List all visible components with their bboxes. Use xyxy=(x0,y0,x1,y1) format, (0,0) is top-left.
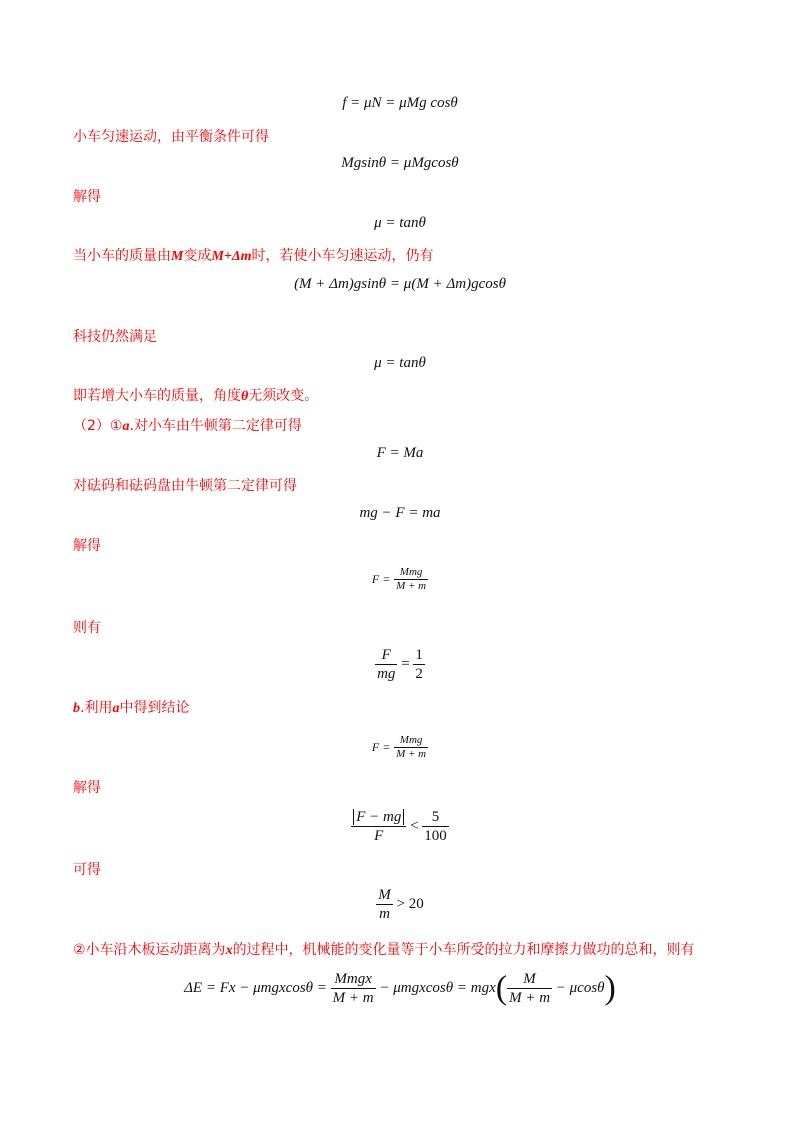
text-part-2a: （2）①a.对小车由牛顿第二定律可得 xyxy=(73,418,302,434)
equation-newton-weights: mg − F = ma xyxy=(359,505,441,521)
equation-tension-1: F = Mmg M + m xyxy=(371,566,427,592)
text-part-2-mechanical-energy: ②小车沿木板运动距离为x的过程中，机械能的变化量等于小车所受的拉力和摩擦力做功的总和，则有 xyxy=(73,942,695,958)
fraction-five-over-hundred: $\frac{5}{100}$ xyxy=(424,809,447,844)
text-still-satisfy: 科技仍然满足 xyxy=(73,329,157,345)
text-then-have: 则有 xyxy=(73,620,101,636)
text-solve-2: 解得 xyxy=(73,538,101,554)
fraction-abs-error-over-f: $\frac{F - mg}{F}$ xyxy=(351,808,406,845)
equation-mass-change: (M + Δm)gsinθ = μ(M + Δm)gcosθ xyxy=(294,276,506,292)
equation-mu-tan-2: μ = tanθ xyxy=(374,355,426,371)
fraction-f-over-mg: $\frac{F}{mg}$ xyxy=(377,647,396,682)
equation-tension-2: F = Mmg M + m xyxy=(371,734,427,760)
fraction-mmg-over-mplusm-2: Mmg M + m xyxy=(396,734,427,760)
text-part-2b: b.利用a中得到结论 xyxy=(73,700,190,716)
fraction-one-half: $\frac{1}{2}$ xyxy=(415,647,423,682)
fraction-mmg-over-mplusm-1: Mmg M + m xyxy=(396,566,427,592)
text-angle-unchanged: 即若增大小车的质量，角度θ无须改变。 xyxy=(73,388,319,404)
equation-energy-change: ΔE = Fx − μmgxcosθ = Mmgx M + m − μmgxcosθ = mgx( $\frac{M}{M + m}$ − μcosθ) xyxy=(184,969,616,1007)
fraction-mmgx-over-mplusm: Mmgx M + m xyxy=(332,971,374,1006)
equation-mu-tan-1: μ = tanθ xyxy=(374,215,426,231)
text-can-get: 可得 xyxy=(73,862,101,878)
equation-error-ratio: $\frac{F - mg}{F}$ < $\frac{5}{100}$ xyxy=(0,808,800,845)
equation-ratio-half: $\frac{F}{mg}$ = $\frac{1}{2}$ xyxy=(377,647,423,682)
equation-balance: Mgsinθ = μMgcosθ xyxy=(341,155,459,171)
text-weights-newton: 对砝码和砝码盘由牛顿第二定律可得 xyxy=(73,478,297,494)
equation-friction: f = μN = μMg cosθ xyxy=(342,95,458,111)
text-solve-3: 解得 xyxy=(73,780,101,796)
text-solve-1: 解得 xyxy=(73,189,101,205)
fraction-m-over-mplusm: $\frac{M}{M + m}$ xyxy=(509,971,551,1006)
equation-newton-car: F = Ma xyxy=(376,445,424,461)
equation-mass-ratio: $\frac{M}{m}$ > 20 xyxy=(378,887,424,922)
text-mass-change: 当小车的质量由M变成M+Δm时，若使小车匀速运动，仍有 xyxy=(73,248,434,264)
text-uniform-motion: 小车匀速运动，由平衡条件可得 xyxy=(73,129,269,145)
fraction-big-m-over-m: $\frac{M}{m}$ xyxy=(378,887,391,922)
